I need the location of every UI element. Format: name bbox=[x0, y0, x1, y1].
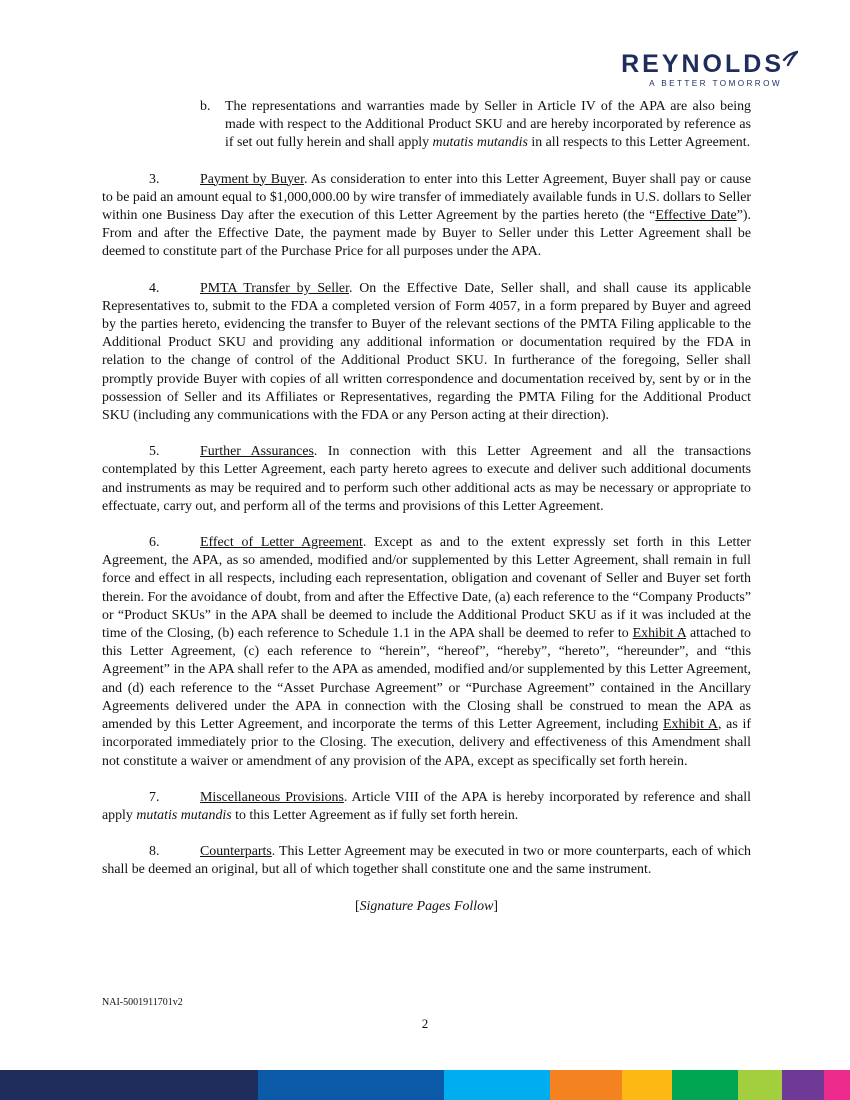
section-7-text-end: to this Letter Agreement as if fully set forth herein. bbox=[231, 807, 519, 823]
section-5 bbox=[102, 443, 751, 516]
section-7-text: . Article VIII of the APA is hereby incorporated by reference and shall apply bbox=[102, 789, 752, 823]
section-7 bbox=[102, 789, 751, 825]
section-8-number: 8. bbox=[149, 844, 160, 860]
logo-wordmark: REYNOLDS bbox=[621, 50, 784, 78]
section-6-number: 6. bbox=[149, 535, 160, 551]
logo-tagline: A BETTER TOMORROW bbox=[649, 79, 782, 88]
section-8-text: . This Letter Agreement may be executed in two or more counterparts, each of which shall be deemed an original, but all of which together shall constitute one and the same instrument. bbox=[102, 844, 751, 878]
section-5-text: . In connection with this Letter Agreement and all the transactions contemplated by this Letter Agreement, each party hereto agrees to execute and deliver such additional documents and instruments as may be required and to perform such other additional acts as may be necessary or appropriate to effectuate, carry out, and perform all of the terms and provisions of this Letter Agreement. bbox=[102, 444, 751, 514]
logo-swoosh-icon bbox=[782, 50, 798, 68]
brand-bar-segment bbox=[258, 1070, 444, 1100]
section-4-text: . On the Effective Date, Seller shall, and shall cause its applicable Representatives to, submit to the FDA a completed version of Form 4057, in a form prepared by Buyer and agreed by the parties hereto, evidencing the transfer to Buyer of the relevant sections of the PMTA Filing applicable to the Additional Product SKU and providing any additional information or documentation required by the FDA in relation to the change of control of the Additional Product SKU. In furtherance of the foregoing, Seller shall promptly provide Buyer with copies of all written correspondence and documentation received by, sent by or in the possession of Seller and its Affiliates or Representatives, regarding the PMTA Filing for the Additional Product SKU (including any communications with the FDA or any Person acting at their direction). bbox=[102, 280, 751, 424]
section-3-number: 3. bbox=[149, 171, 160, 187]
signature-pages-note bbox=[102, 898, 751, 916]
brand-bar-segment bbox=[622, 1070, 672, 1100]
section-6-text-middle: attached to this Letter Agreement, (c) each reference to “herein”, “hereof”, “hereby”, “hereto”, “hereunder”, and “this Agreement” in the APA shall refer to the APA as amended, modified and/or supplemented by this Letter Agreement, and (d) each reference to the “Asset Purchase Agreement” or “Purchase Agreement” contained in the Ancillary Agreements delivered under the APA in connection with the Closing shall be construed to mean the APA as amended by this Letter Agreement, and incorporate the terms of this Letter Agreement, including bbox=[102, 626, 751, 733]
section-6 bbox=[102, 534, 751, 771]
brand-color-bar bbox=[0, 1070, 850, 1100]
section-3 bbox=[102, 171, 751, 262]
section-7-italic: mutatis mutandis bbox=[136, 807, 232, 823]
section-3-text-end: ”). From and after the Effective Date, the payment made by Buyer to Seller under this Letter Agreement shall be deemed to constitute part of the Purchase Price for all purposes under the APA. bbox=[102, 208, 751, 260]
document-id: NAI-5001911701v2 bbox=[102, 997, 183, 1008]
section-4-heading: PMTA Transfer by Seller bbox=[200, 280, 349, 296]
brand-bar-segment bbox=[444, 1070, 550, 1100]
brand-bar-segment bbox=[738, 1070, 782, 1100]
section-7-number: 7. bbox=[149, 789, 160, 805]
brand-bar-segment bbox=[672, 1070, 738, 1100]
section-7-heading: Miscellaneous Provisions bbox=[200, 789, 344, 805]
section-5-number: 5. bbox=[149, 444, 160, 460]
section-6-text-end: , as if incorporated immediately prior to the Closing. The execution, delivery and effectiveness of this Amendment shall not constitute a waiver or amendment of any provision of the APA, except as specifically set forth herein. bbox=[102, 717, 751, 769]
brand-bar-segment bbox=[550, 1070, 622, 1100]
brand-bar-segment bbox=[782, 1070, 824, 1100]
section-5-heading: Further Assurances bbox=[200, 444, 314, 460]
section-3-heading: Payment by Buyer bbox=[200, 171, 304, 187]
section-3-text: . As consideration to enter into this Letter Agreement, Buyer shall pay or cause to be paid an amount equal to $1,000,000.00 by wire transfer of immediately available funds in U.S. dollars to Seller within one Business Day after the execution of this Letter Agreement by the parties hereto (the “ bbox=[102, 171, 751, 224]
section-4 bbox=[102, 280, 751, 426]
exhibit-a-reference: Exhibit A bbox=[663, 717, 718, 733]
section-8-heading: Counterparts bbox=[200, 844, 272, 860]
clause-b bbox=[200, 98, 751, 153]
section-4-number: 4. bbox=[149, 280, 160, 296]
section-6-heading: Effect of Letter Agreement bbox=[200, 535, 363, 551]
clause-b-italic: mutatis mutandis bbox=[432, 135, 528, 151]
page-number: 2 bbox=[421, 1016, 429, 1031]
exhibit-a-reference: Exhibit A bbox=[632, 626, 686, 642]
bracket-close: ] bbox=[493, 898, 499, 914]
reynolds-logo bbox=[588, 50, 798, 88]
brand-bar-segment bbox=[0, 1070, 258, 1100]
clause-b-text-end: in all respects to this Letter Agreement. bbox=[527, 135, 751, 151]
document-body bbox=[102, 98, 751, 916]
clause-b-text: The representations and warranties made by Seller in Article IV of the APA are also being made with respect to the Additional Product SKU and are hereby incorporated by reference as if set out fully herein and shall apply bbox=[225, 99, 751, 151]
signature-note-text: Signature Pages Follow bbox=[359, 898, 494, 914]
section-6-text: . Except as and to the extent expressly set forth in this Letter Agreement, the APA, as so amended, modified and/or supplemented by this Letter Agreement, shall remain in full force and effect in all respects, including each representation, obligation and covenant of Seller and Buyer set forth therein. For the avoidance of doubt, from and after the Effective Date, (a) each reference to the “Company Products” or “Product SKUs” in the APA shall be deemed to include the Additional Product SKU as if it was included at the time of the Closing, (b) each reference to Schedule 1.1 in the APA shall be deemed to refer to bbox=[102, 535, 752, 642]
defined-term-effective-date: Effective Date bbox=[655, 208, 737, 224]
section-8 bbox=[102, 843, 751, 879]
bracket-open: [ bbox=[354, 898, 360, 914]
brand-bar-segment bbox=[824, 1070, 850, 1100]
clause-b-label: b. bbox=[200, 99, 211, 114]
